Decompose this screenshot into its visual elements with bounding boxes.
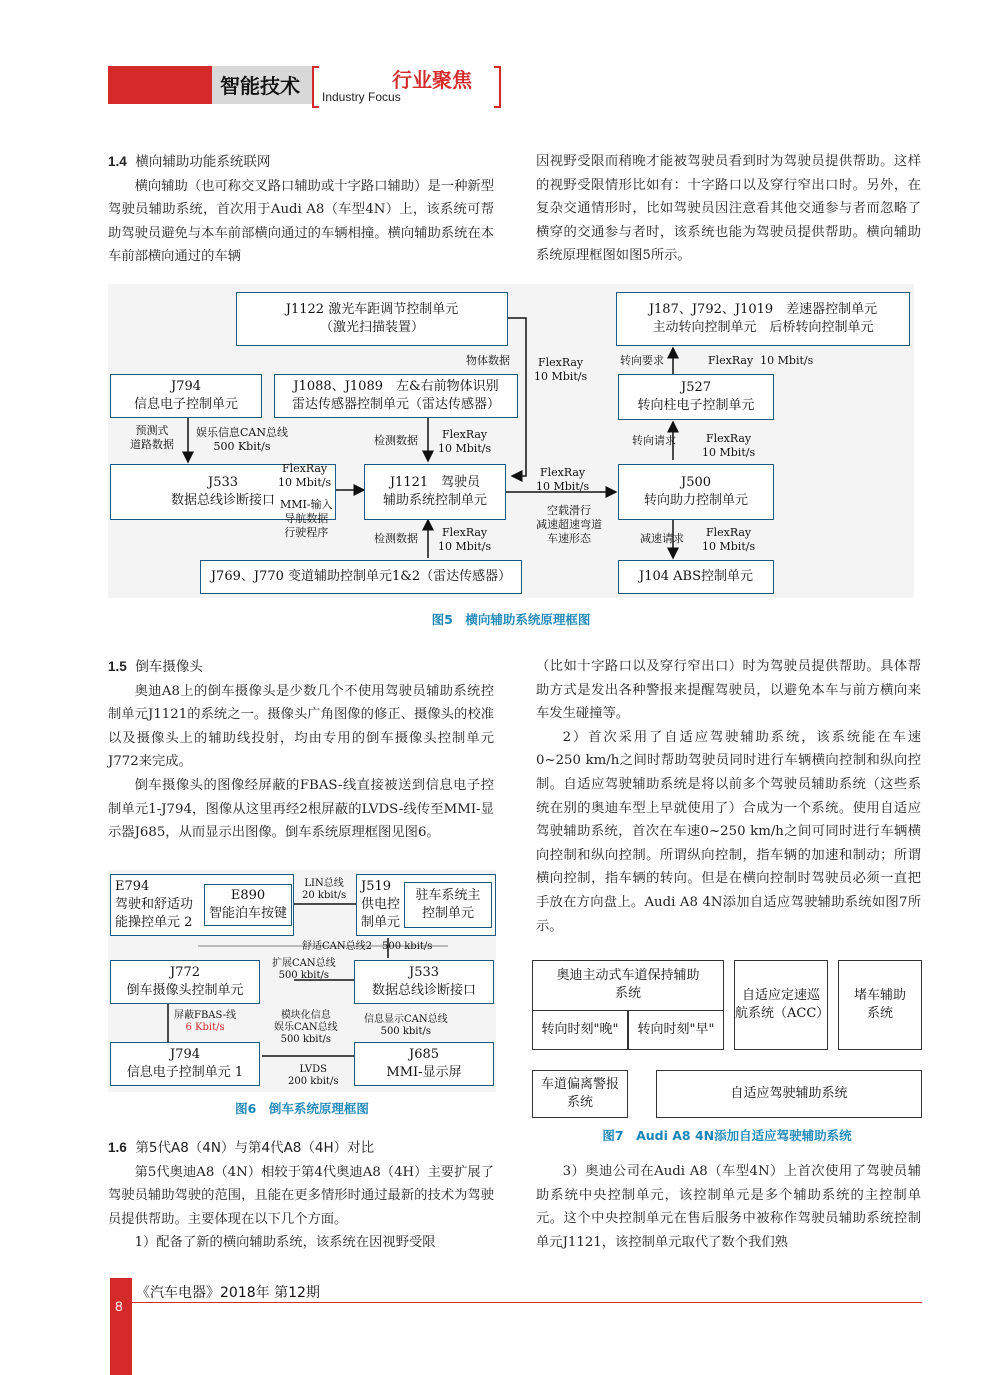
box-text: J187、J792、J1019 差速器控制单元 [648,302,878,317]
paragraph: （比如十字路口以及穿行窄出口）时为驾驶员提供帮助。具体帮助方式是发出各种警报来提醒驾驶员，以避免本车与前方横向来车发生碰撞等。 [536,659,921,722]
box-text: J772 [169,965,201,980]
box-text: 转向时刻"晚" [541,1022,619,1037]
paragraph: 2）首次采用了自适应驾驶辅助系统，该系统能在车速0~250 km/h之间时帮助驾驶员同时进行车辆横向控制和纵向控制。自适应驾驶辅助系统是将以前多个驾驶员辅助系统（这些系统在别的奥迪车型上早就使用了）合成为一个系统。使用自适应驾驶辅助系统，首次在车速0~250 km/h之间可同时进行车辆横向控制和纵向控制。所谓纵向控制，指车辆的加速和制动；所谓横向控制，指车辆的转向。但是在横向控制时驾驶员必须一直把手放在方向盘上。Audi A8 4N添加自适应驾驶辅助系统如图7所示。 [536,729,921,934]
label-flexray [536,466,589,494]
box-text: 堵车辅助 [853,988,906,1003]
label-text: FlexRay [537,356,584,369]
box-adaptive-assist [656,1070,922,1118]
label-flexray [438,428,491,456]
label-text: 500 kbit/s [280,1034,332,1045]
box-text: 转向助力控制单元 [643,493,748,508]
label-text: 预测式 [135,424,169,437]
box-j769 [200,560,522,594]
box-acc [734,960,828,1050]
footer-red-bar [110,1278,132,1375]
paragraph: 倒车摄像头的图像经屏蔽的FBAS-线直接被送到信息电子控制单元1-J794，图像从这里再经2根屏蔽的LVDS-线传至MMI-显示器J685，从而显示出图像。倒车系统原理框图见图6。 [108,777,494,841]
box-text: 系统 [866,1006,893,1021]
label-text: 空载滑行 [547,504,591,517]
box-j187 [616,292,910,346]
box-text: 能操控单元 2 [115,915,193,930]
box-text: （激光扫描装置） [319,320,424,335]
box-text: J1122 激光车距调节控制单元 [285,302,459,317]
label-lin [302,878,346,902]
label-flexray [438,526,491,554]
figure-5 [108,284,914,598]
label-text: 500 kbit/s [380,1026,432,1037]
label-text: LIN总线 [304,878,344,889]
box-text: 系统 [566,1095,593,1110]
label-text: FlexRay [705,526,752,539]
label-text: 行驶程序 [284,526,329,539]
label-text: 导航数据 [284,512,329,525]
box-text: 制单元 [361,915,401,930]
label-lvds [288,1064,338,1088]
heading-title: 倒车摄像头 [135,659,203,675]
label-text: 扩展CAN总线 [272,958,336,969]
box-text: 自适应驾驶辅助系统 [730,1086,848,1101]
box-ldw [532,1070,628,1118]
box-text: 主动转向控制单元 后桥转向控制单元 [652,320,874,335]
figure-7-caption: 图7 Audi A8 4N添加自适应驾驶辅助系统 [602,1128,852,1143]
right-column-text-2 [536,1160,921,1254]
label-text: 10 Mbit/s [536,480,590,493]
paragraph: 1）配备了新的横向辅助系统，该系统在因视野受限 [134,1235,436,1251]
label-text: MMI-输入 [280,498,333,511]
box-j500 [618,464,774,520]
box-text: J794 [169,1047,201,1062]
label-text: 6 Kbit/s [185,1022,225,1033]
box-j685 [354,1042,494,1086]
label-decel-request: 减速请求 [640,532,684,545]
box-traffic-jam [838,960,922,1050]
box-text: 雷达传感器控制单元（雷达传感器） [291,397,500,412]
box-j1121 [364,464,506,520]
heading-1-5 [108,655,494,680]
box-text: 信息电子控制单元 1 [126,1065,244,1080]
label-flexray [534,356,587,384]
label-text: 500 Kbit/s [213,440,271,453]
header-bracket-left [312,66,319,108]
label-object-data: 物体数据 [466,354,510,367]
label-flexray [702,526,755,554]
section-1-4-cont [536,150,921,268]
box-text: 驻车系统主 [415,888,481,903]
label-detect-data: 检测数据 [374,532,418,545]
section-title: 智能技术 [220,74,300,98]
label-text: 10 Mbit/s [760,354,814,367]
label-text: 信息显示CAN总线 [364,1014,448,1025]
heading-title: 横向辅助功能系统联网 [135,154,271,170]
box-text: E794 [115,879,150,894]
label-mmi [280,498,333,540]
label-text: 模块化信息 [280,1010,331,1021]
box-text: 数据总线诊断接口 [371,983,476,998]
label-predictive [130,424,174,452]
box-text: J527 [680,380,712,395]
label-text: 10 Mbit/s [438,442,492,455]
label-text: FlexRay [705,432,752,445]
box-text: 倒车摄像头控制单元 [126,983,244,998]
label-text: FlexRay [281,462,328,475]
box-text: 控制单元 [421,906,474,921]
section-1-4 [108,150,494,269]
journal-info: 《汽车电器》2018年 第12期 [136,1285,320,1301]
box-text: 车道偏离警报 [540,1077,619,1092]
box-parking-master [404,882,492,928]
label-text: 车速形态 [547,532,591,545]
column-title-en: Industry Focus [322,90,401,104]
section-1-6 [108,1136,494,1255]
figure-5-caption: 图5 横向辅助系统原理框图 [431,612,591,627]
box-text: J500 [680,475,712,490]
box-text: 自适应定速巡 [741,988,820,1003]
heading-title: 第5代A8（4N）与第4代A8（4H）对比 [135,1140,375,1156]
label-text: 20 kbit/s [302,890,347,901]
label-text: 10 Mbit/s [702,540,756,553]
box-text: E890 [230,888,266,903]
footer-divider [110,1302,922,1303]
column-title: 行业聚焦 [392,68,472,92]
right-column-text [536,655,921,938]
label-modular-can [274,1010,338,1046]
paragraph: 横向辅助（也可称交叉路口辅助或十字路口辅助）是一种新型驾驶员辅助系统，首次用于Audi A8（车型4N）上，该系统可帮助驾驶员避免与本车前部横向通过的车辆相撞。横向辅助系统在本车前部横向通过的车辆 [108,178,494,265]
heading-num: 1.5 [108,659,127,674]
section-1-5 [108,655,494,845]
box-text: 辅助系统控制单元 [382,493,487,508]
label-text: 道路数据 [130,438,174,451]
label-coasting [536,504,602,546]
label-ext-can [272,958,336,982]
box-j104 [618,560,774,594]
label-text: 娱乐CAN总线 [274,1022,338,1033]
box-text: MMI-显示屏 [386,1065,462,1080]
box-text: 转向柱电子控制单元 [637,398,755,413]
box-text: J104 ABS控制单元 [638,569,753,584]
paragraph: 奥迪A8上的倒车摄像头是少数几个不使用驾驶员辅助系统控制单元J1121的系统之一。摄像头广角图像的修正、摄像头的校准以及摄像头上的辅助线投射，均由专用的倒车摄像头控制单元J772来完成。 [108,683,494,770]
heading-num: 1.4 [108,154,127,169]
box-text: 转向时刻"早" [637,1022,715,1037]
box-text: J533 [408,965,440,980]
label-text: 减速超速弯道 [536,518,602,531]
heading-1-4 [108,150,494,175]
box-j772 [110,960,260,1004]
paragraph: 3）奥迪公司在Audi A8（车型4N）上首次使用了驾驶员辅助系统中央控制单元，该控制单元是多个辅助系统的主控制单元。这个中央控制单元在售后服务中被称作驾驶员辅助系统控制单元J1121，该控制单元取代了数个我们熟 [536,1164,921,1250]
box-steer-late [532,1010,628,1050]
label-detect-data: 检测数据 [374,434,418,447]
box-text: 奥迪主动式车道保持辅助 [556,968,700,983]
label-text: FlexRay [441,526,488,539]
box-text: J685 [408,1047,440,1062]
label-fbas [174,1010,236,1034]
figure-7 [532,960,922,1120]
label-steer-request: 转向要求 [620,354,664,367]
box-e890 [204,884,292,926]
label-text: 500 kbit/s [278,970,330,981]
label-text: FlexRay [539,466,586,479]
box-text: J1121 驾驶员 [389,475,481,490]
box-text: 系统 [614,986,641,1001]
box-j527 [618,374,774,420]
box-j794-1 [110,1042,260,1086]
heading-num: 1.6 [108,1140,127,1155]
label-entertainment-can [196,426,288,454]
header-bracket-right [494,66,501,108]
paragraph: 第5代奥迪A8（4N）相较于第4代奥迪A8（4H）主要扩展了驾驶员辅助驾驶的范围，且能在更多情形时通过最新的技术为驾驶员提供帮助。主要体现在以下几个方面。 [108,1164,494,1227]
box-text: 信息电子控制单元 [133,397,238,412]
label-comfort-can: 舒适CAN总线2 500 kbit/s [302,941,433,952]
figure-6 [108,870,496,1092]
box-text: 驾驶和舒适功 [115,897,194,912]
box-text: J519 [361,879,392,894]
box-text: J1088、J1089 左&右前物体识别 [293,379,499,394]
box-text: J794 [170,379,202,394]
label-text: LVDS [299,1064,327,1075]
paragraph: 因视野受限而稍晚才能被驾驶员看到时为驾驶员提供帮助。这样的视野受限情形比如有：十字路口以及穿行窄出口时。另外，在复杂交通情形时，比如驾驶员因注意看其他交通参与者而忽略了横穿的交通参与者时，该系统也能为驾驶员提供帮助。横向辅助系统原理框图如图5所示。 [536,154,921,264]
label-text: 娱乐信息CAN总线 [196,426,288,439]
box-j533 [354,960,494,1004]
label-text: 10 Mbit/s [278,476,332,489]
label-text: 10 Mbit/s [534,370,588,383]
heading-1-6 [108,1136,494,1161]
box-text: 供电控 [361,897,401,912]
label-steer-request-2: 转向请求 [632,434,676,447]
box-text: 数据总线诊断接口 [170,493,275,508]
box-text: 航系统（ACC） [735,1006,830,1021]
box-j1122 [236,292,508,346]
label-text: 10 Mbit/s [438,540,492,553]
box-j794 [110,374,262,418]
label-text: 10 Mbit/s [702,446,756,459]
box-text: J769、J770 变道辅助控制单元1&2（雷达传感器） [210,569,512,584]
label-text: 200 kbit/s [288,1076,339,1087]
label-flexray [708,354,813,368]
label-text: 屏蔽FBAS-线 [174,1010,237,1021]
label-flexray [278,462,331,490]
header-red-block [108,66,212,104]
label-text: FlexRay [441,428,488,441]
box-text: 智能泊车按键 [208,906,287,921]
box-text: J533 [207,475,239,490]
page-number: 8 [115,1298,123,1314]
label-flexray [702,432,755,460]
label-text: FlexRay [708,354,754,367]
figure-6-caption: 图6 倒车系统原理框图 [235,1101,369,1116]
label-display-can [364,1014,448,1038]
box-steer-early [628,1010,724,1050]
box-j1088 [274,374,518,418]
